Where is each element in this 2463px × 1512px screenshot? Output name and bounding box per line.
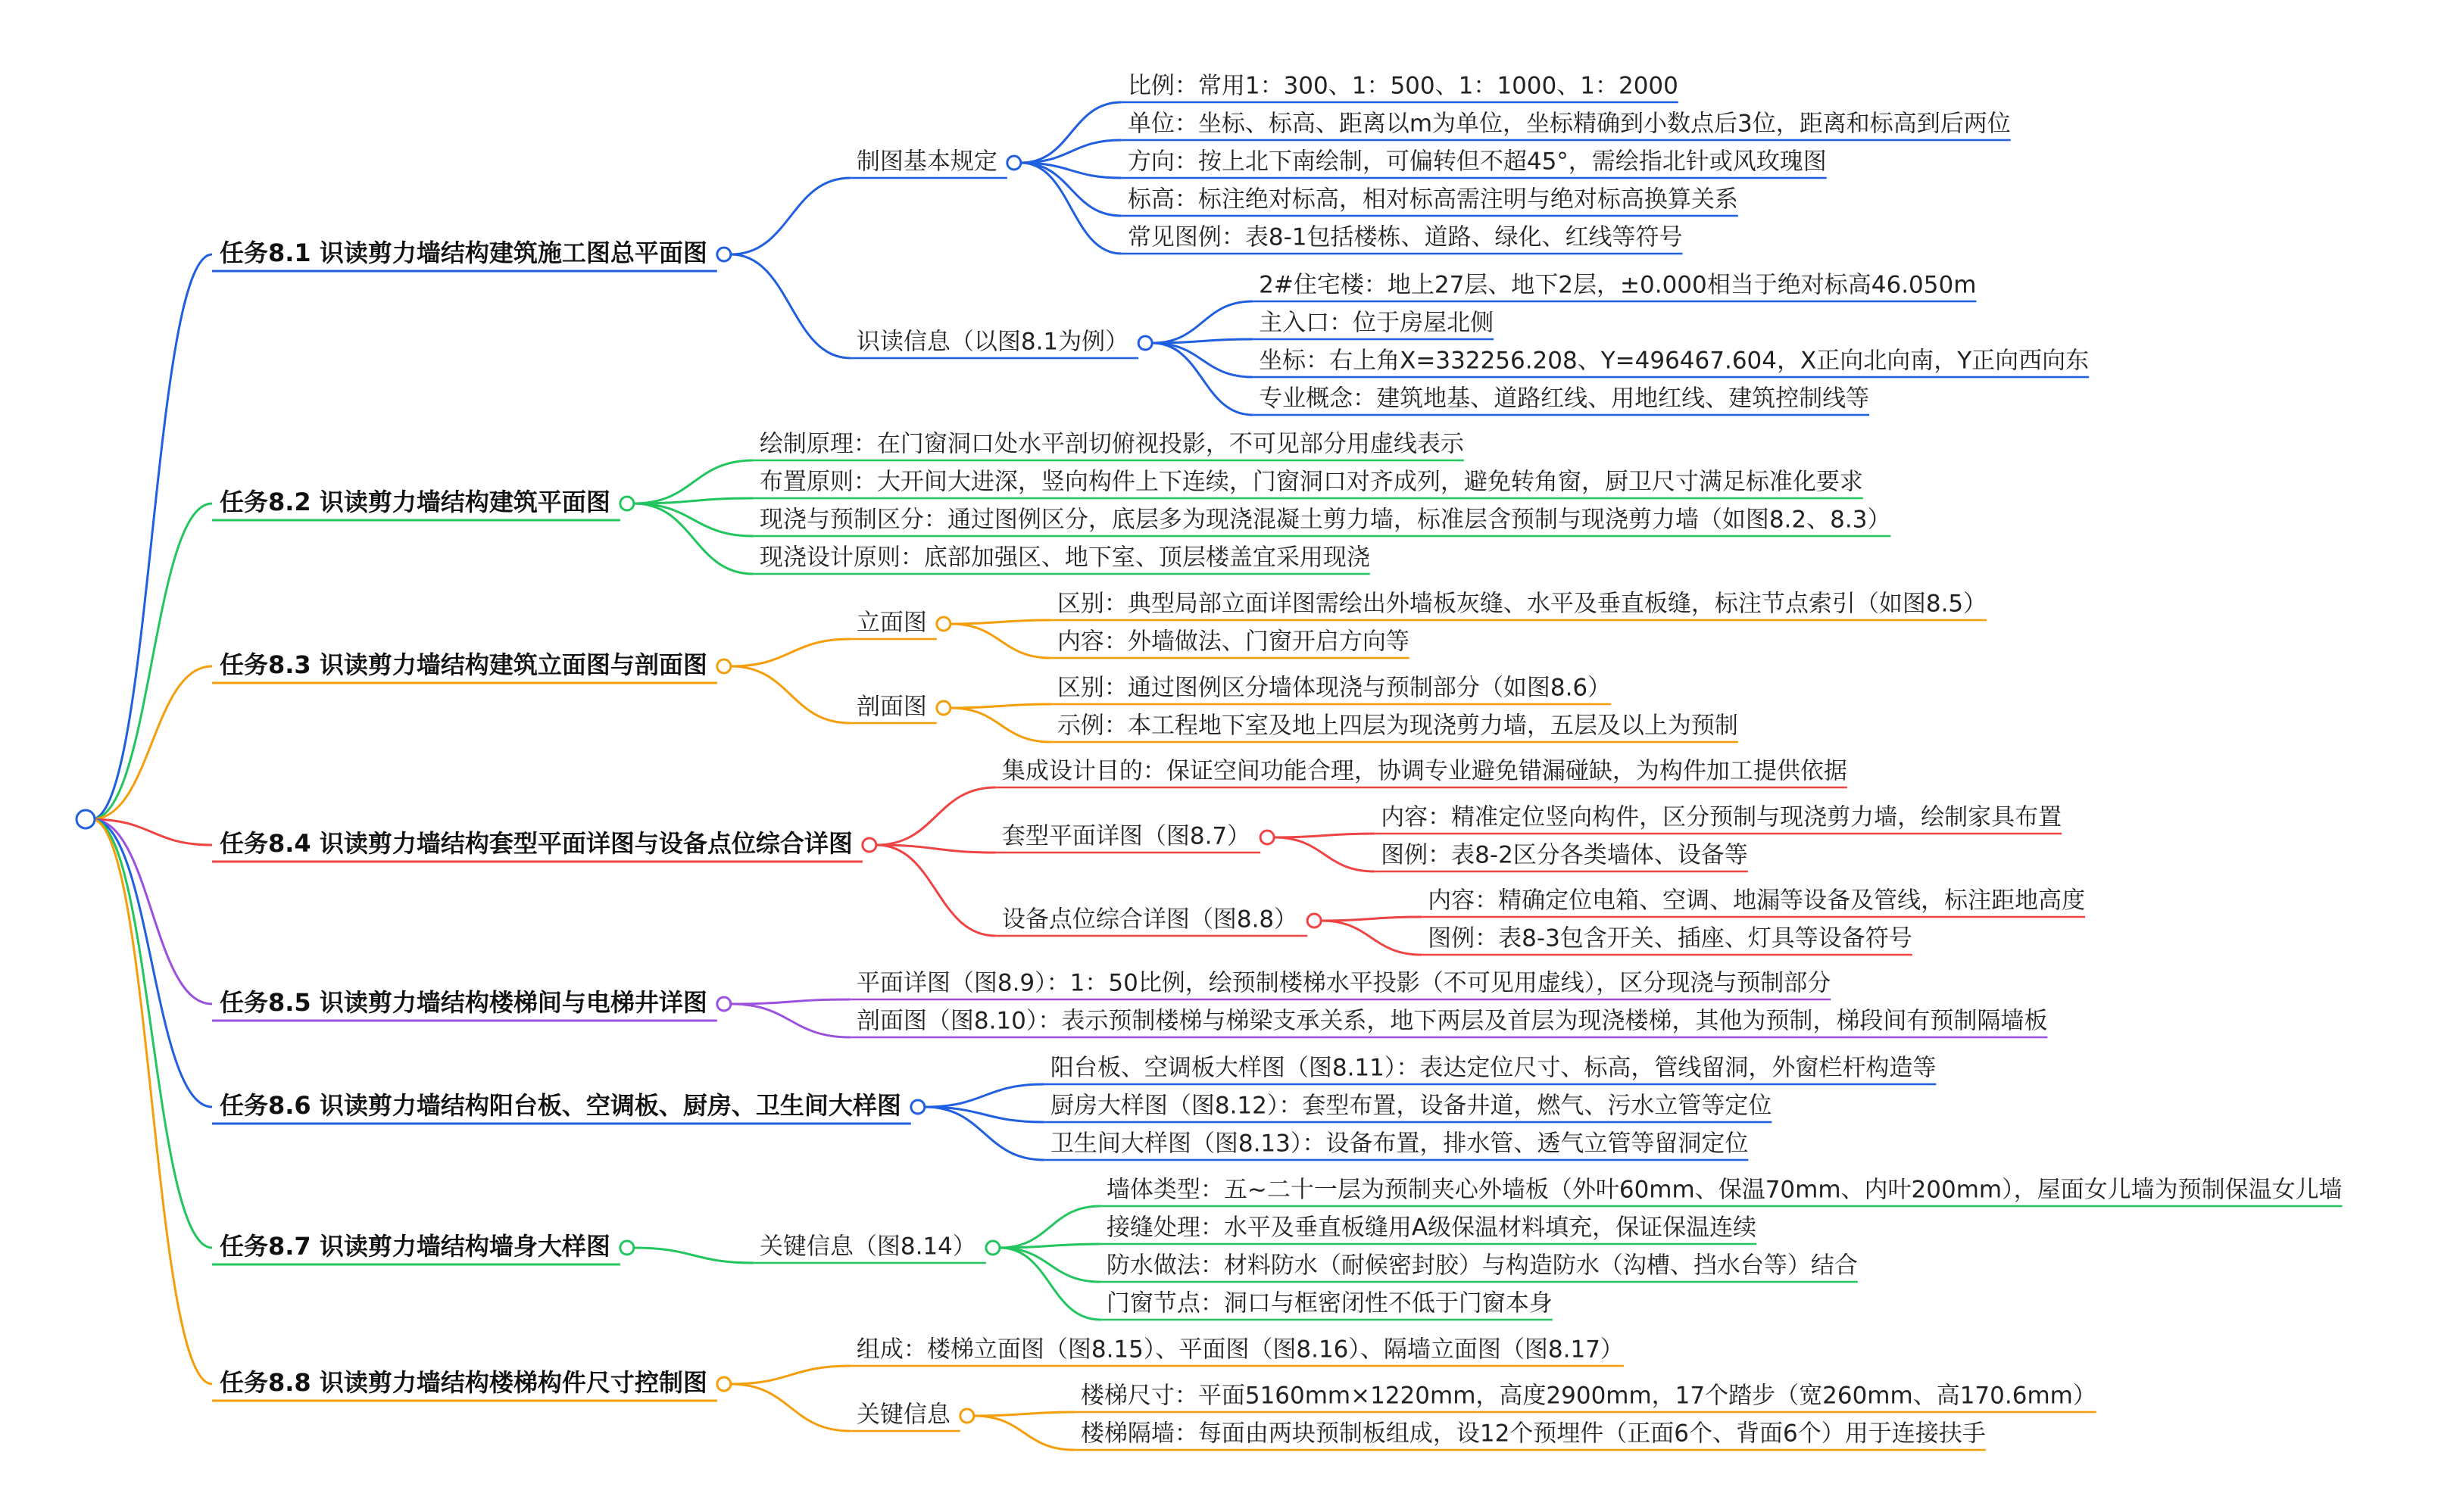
- leaf-text: 平面详图（图8.9）：1：50比例，绘预制楼梯水平投影（不可见用虚线），区分现浇与预制部分: [856, 969, 1831, 997]
- sub-edge: [731, 666, 851, 723]
- leaf-text: 内容：精准定位竖向构件，区分预制与现浇剪力墙，绘制家具布置: [1381, 803, 2062, 831]
- leaf-edge: [731, 1004, 851, 1037]
- leaf-edge: [951, 624, 1051, 658]
- leaf-text: 标高：标注绝对标高，相对标高需注明与绝对标高换算关系: [1127, 185, 1738, 214]
- leaf-text: 卫生间大样图（图8.13）：设备布置，排水管、透气立管等留洞定位: [1050, 1130, 1749, 1158]
- task-node-dot[interactable]: [863, 838, 876, 852]
- leaf-text: 内容：精确定位电箱、空调、地漏等设备及管线，标注距地高度: [1428, 887, 2086, 915]
- subtopic-node-dot[interactable]: [960, 1409, 974, 1423]
- task-node-dot[interactable]: [620, 497, 634, 510]
- leaf-edge: [1321, 921, 1422, 955]
- leaf-text: 单位：坐标、标高、距离以m为单位，坐标精确到小数点后3位，距离和标高到后两位: [1127, 110, 2011, 138]
- subtopic-node-dot[interactable]: [1307, 914, 1321, 927]
- leaf-edge: [1321, 917, 1422, 921]
- leaf-text: 现浇设计原则：底部加强区、地下室、顶层楼盖宜采用现浇: [759, 544, 1370, 572]
- leaf-text: 门窗节点：洞口与框密闭性不低于门窗本身: [1106, 1289, 1553, 1317]
- root-edge: [92, 819, 212, 1004]
- leaf-edge: [951, 704, 1051, 708]
- task-node-dot[interactable]: [717, 1377, 731, 1391]
- leaf-text: 楼梯尺寸：平面5160mm×1220mm，高度2900mm，17个踏步（宽260mm、高170.6mm）: [1080, 1382, 2096, 1410]
- task-node-dot[interactable]: [911, 1100, 925, 1114]
- task-node-dot[interactable]: [620, 1241, 634, 1255]
- leaf-edge: [951, 708, 1051, 742]
- leaf-edge: [1152, 343, 1253, 377]
- subtopic-node-dot[interactable]: [986, 1241, 1000, 1255]
- subtopic-label: 制图基本规定: [856, 148, 997, 176]
- leaf-edge: [1021, 102, 1122, 163]
- leaf-text: 方向：按上北下南绘制，可偏转但不超45°，需绘指北针或风玫瑰图: [1127, 148, 1827, 176]
- leaf-edge: [1000, 1248, 1100, 1320]
- leaf-text: 示例：本工程地下室及地上四层为现浇剪力墙，五层及以上为预制: [1057, 712, 1738, 740]
- leaf-edge: [1274, 837, 1375, 871]
- leaf-edge: [634, 503, 754, 574]
- leaf-edge: [951, 620, 1051, 624]
- leaf-text: 现浇与预制区分：通过图例区分，底层多为现浇混凝土剪力墙，标准层含预制与现浇剪力墙（如图8.2、8.3）: [759, 506, 1891, 534]
- leaf-edge: [974, 1416, 1075, 1450]
- subtopic-node-dot[interactable]: [937, 617, 951, 631]
- leaf-edge: [634, 460, 754, 503]
- leaf-edge: [925, 1084, 1044, 1107]
- subtopic-node-dot[interactable]: [937, 701, 951, 715]
- sub-edge: [731, 1384, 851, 1431]
- leaf-text: 常见图例：表8-1包括楼栋、道路、绿化、红线等符号: [1127, 223, 1683, 251]
- subtopic-node-dot[interactable]: [1007, 156, 1021, 170]
- sub-edge: [731, 1366, 851, 1384]
- root-edge: [92, 819, 212, 1384]
- subtopic-label: 设备点位综合详图（图8.8）: [1001, 906, 1298, 934]
- task-node-dot[interactable]: [717, 248, 731, 261]
- task-node-dot[interactable]: [717, 997, 731, 1011]
- leaf-text: 墙体类型：五~二十一层为预制夹心外墙板（外叶60mm、保温70mm、内叶200mm），屋面女儿墙为预制保温女儿墙: [1106, 1176, 2343, 1204]
- subtopic-label: 关键信息: [856, 1401, 951, 1429]
- task-title: 任务8.2 识读剪力墙结构建筑平面图: [220, 488, 610, 516]
- leaf-text: 比例：常用1：300、1：500、1：1000、1：2000: [1127, 72, 1678, 100]
- leaf-text: 接缝处理：水平及垂直板缝用A级保温材料填充，保证保温连续: [1106, 1214, 1757, 1242]
- root-edge: [92, 819, 212, 1107]
- leaf-edge: [1274, 834, 1375, 837]
- subtopic-node-dot[interactable]: [1260, 831, 1274, 844]
- leaf-edge: [974, 1412, 1075, 1416]
- leaf-text: 区别：典型局部立面详图需绘出外墙板灰缝、水平及垂直板缝，标注节点索引（如图8.5）: [1057, 590, 1987, 618]
- task-title: 任务8.1 识读剪力墙结构建筑施工图总平面图: [220, 238, 707, 267]
- task-node-dot[interactable]: [717, 659, 731, 673]
- leaf-text: 图例：表8-2区分各类墙体、设备等: [1381, 841, 1748, 869]
- leaf-edge: [1152, 301, 1253, 343]
- leaf-text: 区别：通过图例区分墙体现浇与预制部分（如图8.6）: [1057, 674, 1612, 702]
- subtopic-label: 识读信息（以图8.1为例）: [856, 328, 1129, 356]
- leaf-edge: [1152, 343, 1253, 415]
- subtopic-label: 组成：楼梯立面图（图8.15）、平面图（图8.16）、隔墙立面图（图8.17）: [856, 1336, 1624, 1364]
- root-edge: [92, 503, 212, 819]
- subtopic-label: 集成设计目的：保证空间功能合理，协调专业避免错漏碰缺，为构件加工提供依据: [1001, 757, 1847, 785]
- leaf-text: 2#住宅楼：地上27层、地下2层，±0.000相当于绝对标高46.050m: [1259, 271, 1977, 299]
- root-edge: [92, 819, 212, 1248]
- leaf-text: 阳台板、空调板大样图（图8.11）：表达定位尺寸、标高，管线留洞，外窗栏杆构造等: [1050, 1054, 1937, 1082]
- leaf-text: 防水做法：材料防水（耐候密封胶）与构造防水（沟槽、挡水台等）结合: [1106, 1252, 1858, 1280]
- sub-edge: [731, 639, 851, 666]
- leaf-text: 厨房大样图（图8.12）：套型布置，设备井道，燃气、污水立管等定位: [1050, 1092, 1772, 1120]
- leaf-edge: [634, 503, 754, 536]
- leaf-text: 主入口：位于房屋北侧: [1259, 309, 1494, 337]
- task-title: 任务8.4 识读剪力墙结构套型平面详图与设备点位综合详图: [220, 829, 853, 858]
- root-edge: [92, 254, 212, 819]
- sub-edge: [731, 178, 851, 254]
- sub-edge: [731, 254, 851, 358]
- leaf-text: 图例：表8-3包含开关、插座、灯具等设备符号: [1428, 924, 1912, 952]
- leaf-text: 内容：外墙做法、门窗开启方向等: [1057, 628, 1409, 656]
- task-title: 任务8.7 识读剪力墙结构墙身大样图: [220, 1232, 610, 1261]
- leaf-edge: [731, 999, 851, 1004]
- root-edge: [92, 666, 212, 819]
- leaf-text: 专业概念：建筑地基、道路红线、用地红线、建筑控制线等: [1259, 385, 1870, 413]
- leaf-edge: [1021, 140, 1122, 163]
- subtopic-label: 套型平面详图（图8.7）: [1001, 822, 1251, 850]
- task-title: 任务8.5 识读剪力墙结构楼梯间与电梯井详图: [220, 988, 707, 1017]
- subtopic-node-dot[interactable]: [1138, 336, 1152, 350]
- task-title: 任务8.3 识读剪力墙结构建筑立面图与剖面图: [220, 650, 707, 679]
- leaf-text: 楼梯隔墙：每面由两块预制板组成，设12个预埋件（正面6个、背面6个）用于连接扶手: [1080, 1420, 1986, 1448]
- subtopic-label: 关键信息（图8.14）: [759, 1233, 976, 1261]
- sub-edge: [634, 1248, 754, 1263]
- task-title: 任务8.6 识读剪力墙结构阳台板、空调板、厨房、卫生间大样图: [220, 1091, 901, 1120]
- task-title: 任务8.8 识读剪力墙结构楼梯构件尺寸控制图: [220, 1368, 707, 1397]
- leaf-edge: [1000, 1206, 1100, 1248]
- leaf-text: 坐标：右上角X=332256.208、Y=496467.604，X正向北向南，Y正向西向东: [1259, 347, 2090, 375]
- sub-edge: [876, 787, 996, 845]
- leaf-text: 剖面图（图8.10）：表示预制楼梯与梯梁支承关系，地下两层及首层为现浇楼梯，其他为预制，梯段间有预制隔墙板: [856, 1007, 2048, 1035]
- subtopic-label: 立面图: [856, 609, 927, 637]
- sub-edge: [876, 845, 996, 936]
- root-node-dot[interactable]: [76, 810, 95, 828]
- leaf-text: 布置原则：大开间大进深，竖向构件上下连续，门窗洞口对齐成列，避免转角窗，厨卫尺寸满足标准化要求: [759, 468, 1863, 496]
- leaf-edge: [1000, 1248, 1100, 1282]
- leaf-text: 绘制原理：在门窗洞口处水平剖切俯视投影，不可见部分用虚线表示: [759, 430, 1464, 458]
- subtopic-label: 剖面图: [856, 693, 927, 721]
